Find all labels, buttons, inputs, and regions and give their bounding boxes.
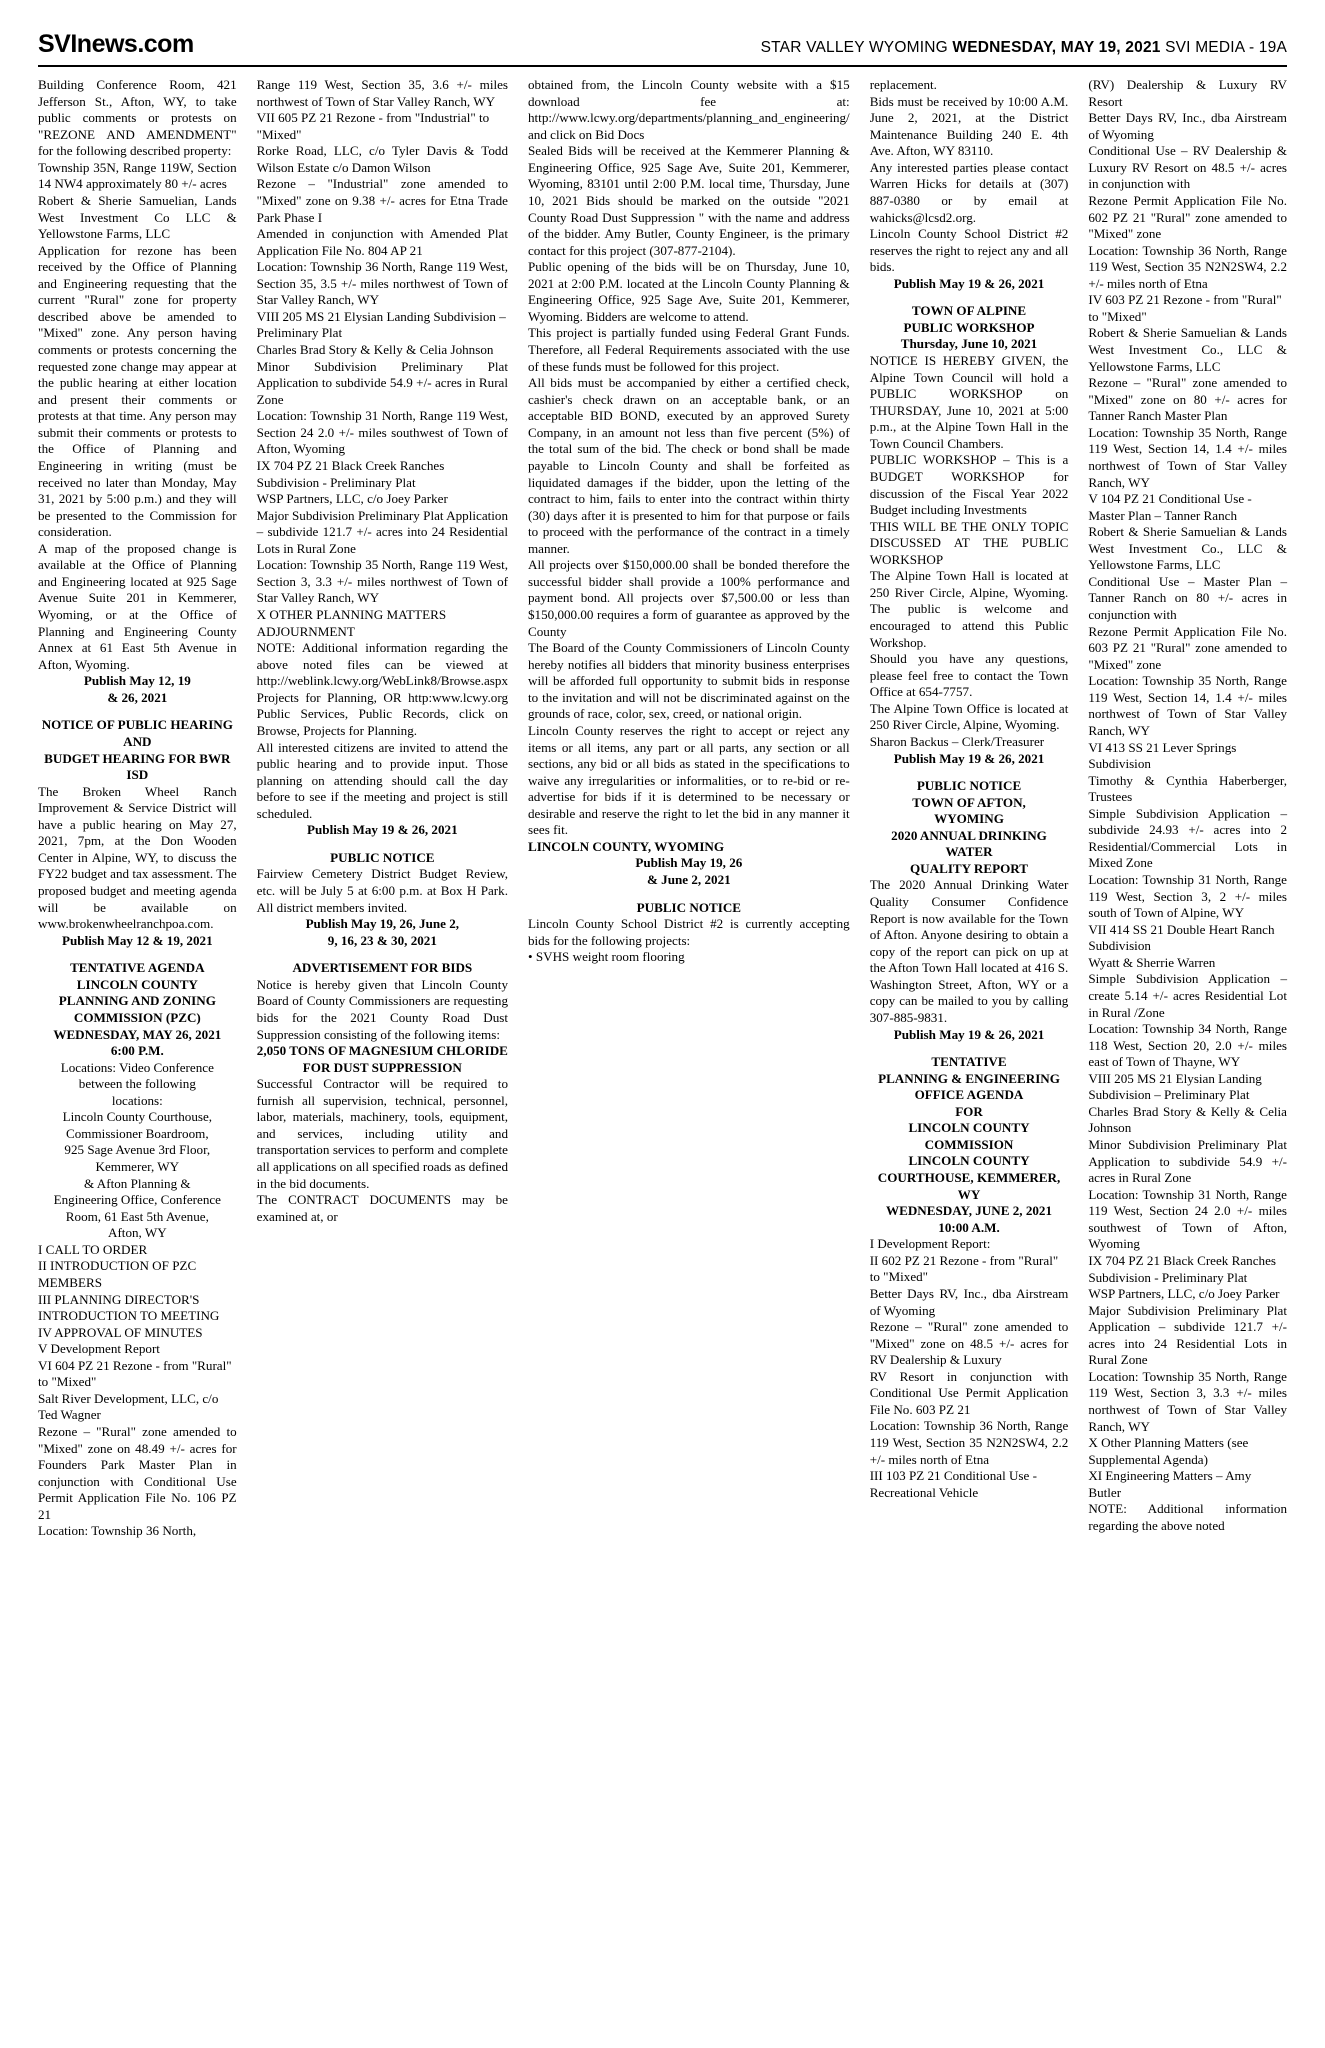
notice-paragraph: X Other Planning Matters (see Supplemental Agenda)	[1088, 1435, 1249, 1467]
notice-paragraph: ISD	[126, 767, 149, 783]
notice-paragraph: COMMISSION (PZC)	[73, 1009, 201, 1025]
notice-paragraph: IV 603 PZ 21 Rezone - from "Rural" to "Mixed"	[1088, 292, 1282, 324]
notice-paragraph: Kemmerer, WY	[95, 1159, 180, 1174]
notice-paragraph: Major Subdivision Preliminary Plat Application – subdivide 121.7 +/- acres into 24 Residential Lots in Rural Zone	[1088, 1302, 1287, 1368]
notice-paragraph: THIS WILL BE THE ONLY TOPIC DISCUSSED AT THE PUBLIC WORKSHOP	[869, 518, 1069, 567]
notice-paragraph: Location: Township 31 North, Range 119 West, Section 24 2.0 +/- miles southwest of Town of Afton, Wyoming	[1088, 1186, 1287, 1252]
notice-paragraph: III PLANNING DIRECTOR'S INTRODUCTION TO MEETING	[38, 1291, 220, 1324]
notice-paragraph: Engineering Office, Conference	[53, 1192, 221, 1208]
notice-paragraph: (RV) Dealership & Luxury RV Resort	[1088, 77, 1287, 109]
notice-paragraph: Commissioner Boardroom,	[66, 1125, 209, 1141]
masthead-info	[761, 39, 1287, 57]
notice-paragraph: WSP Partners, LLC, c/o Joey Parker	[256, 491, 448, 507]
notice-paragraph: Minor Subdivision Preliminary Plat Application to subdivide 54.9 +/- acres in Rural Zone	[256, 358, 508, 407]
notice-paragraph: The Board of the County Commissioners of Lincoln County hereby notifies all bidders that minority business enterprises will be afforded full opportunity to submit bids in response to the invitation and will not be discriminated against on the grounds of race, color, sex, creed, or national origin.	[528, 640, 850, 722]
notice-paragraph: TOWN OF AFTON,	[912, 794, 1026, 810]
notice-paragraph: Rezone Permit Application File No. 603 PZ 21 "Rural" zone amended to "Mixed" zone	[1088, 623, 1287, 672]
notice-paragraph: IX 704 PZ 21 Black Creek Ranches Subdivision - Preliminary Plat	[1088, 1252, 1276, 1285]
paragraph-spacer	[870, 1043, 1069, 1054]
notice-paragraph: Sharon Backus – Clerk/Treasurer	[869, 733, 1045, 749]
notice-paragraph: All projects over $150,000.00 shall be bonded therefore the successful bidder shall provide a 100% performance and payment bond. All projects over $7,500.00 or less than $150,000.00 requires a form of guarantee as approved by the County	[528, 557, 850, 639]
notice-paragraph: Location: Township 36 North, Range 119 West, Section 35, 3.5 +/- miles northwest of Town of Star Valley Ranch, WY	[256, 259, 508, 308]
column-5	[1088, 77, 1287, 1540]
notice-paragraph: Location: Township 31 North, Range 119 West, Section 24 2.0 +/- miles southwest of Town of Afton, Wyoming	[256, 408, 508, 457]
notice-paragraph: ADVERTISEMENT FOR BIDS	[292, 960, 473, 976]
notice-paragraph: IX 704 PZ 21 Black Creek Ranches Subdivision - Preliminary Plat	[256, 457, 445, 490]
notice-paragraph: OFFICE AGENDA	[914, 1087, 1024, 1103]
notice-paragraph: RV Resort in conjunction with Conditional Use Permit Application File No. 603 PZ 21	[869, 1368, 1069, 1417]
paragraph-spacer	[257, 839, 508, 850]
notice-paragraph: 10:00 A.M.	[938, 1219, 1000, 1235]
notice-paragraph: Robert & Sherie Samuelian & Lands West Investment Co., LLC & Yellowstone Farms, LLC	[1088, 325, 1287, 374]
notice-paragraph: Location: Township 35 North, Range 119 West, Section 3, 3.3 +/- miles northwest of Town of Star Valley Ranch, WY	[256, 557, 508, 606]
notice-paragraph: Publish May 12, 19	[83, 673, 191, 689]
paragraph-spacer	[870, 767, 1069, 778]
notice-paragraph: IV APPROVAL OF MINUTES	[38, 1324, 203, 1340]
notice-paragraph: The CONTRACT DOCUMENTS may be examined at, or	[256, 1192, 508, 1224]
notice-paragraph: Public opening of the bids will be on Thursday, June 10, 2021 at 2:00 P.M. located at the Lincoln County Planning & Engineering Office, 925 Sage Ave, Suite 201, Kemmerer, Wyoming. Bidders are welcome to attend.	[528, 259, 850, 324]
notice-paragraph: Rezone Permit Application File No. 602 PZ 21 "Rural" zone amended to "Mixed" zone	[1088, 192, 1287, 242]
notice-paragraph: obtained from, the Lincoln County website with a $15 download fee at: http://www.lcwy.org/departments/planning_and_engineering/ and click on Bid Docs	[528, 77, 850, 142]
notice-paragraph: Conditional Use – Master Plan – Tanner Ranch on 80 +/- acres in conjunction with	[1088, 573, 1287, 622]
notice-paragraph: Lincoln County Courthouse,	[62, 1109, 213, 1125]
notice-paragraph: WEDNESDAY, MAY 26, 2021	[53, 1026, 222, 1042]
notice-paragraph: Publish May 19 & 26, 2021	[893, 275, 1045, 291]
notice-paragraph: Wyatt & Sherrie Warren	[1088, 954, 1216, 970]
notice-paragraph: WSP Partners, LLC, c/o Joey Parker	[1088, 1286, 1280, 1302]
notice-paragraph: Fairview Cemetery District Budget Review, etc. will be July 5 at 6:00 p.m. at Box H Park. All district members invited.	[256, 866, 508, 915]
notice-paragraph: Publish May 19 & 26, 2021	[893, 750, 1045, 766]
notice-paragraph: VIII 205 MS 21 Elysian Landing Subdivision – Preliminary Plat	[256, 308, 506, 341]
notice-paragraph: III 103 PZ 21 Conditional Use - Recreational Vehicle	[869, 1468, 1037, 1500]
notice-paragraph: PUBLIC WORKSHOP – This is a BUDGET WORKSHOP for discussion of the Fiscal Year 2022 Budget including Investments	[869, 452, 1069, 518]
notice-paragraph: PUBLIC NOTICE	[330, 849, 435, 865]
notice-paragraph: WATER	[945, 844, 993, 860]
notice-paragraph: Publish May 19 & 26, 2021	[893, 1026, 1045, 1042]
notice-paragraph: Simple Subdivision Application – create 5.14 +/- acres Residential Lot in Rural /Zone	[1088, 971, 1287, 1020]
notice-paragraph: NOTE: Additional information regarding the above noted files can be viewed at http://weblink.lcwy.org/WebLink8/Browse.aspx Projects for Planning, OR http:www.lcwy.org Public Services, Public Records, click on Browse, Projects for Planning.	[256, 640, 508, 738]
notice-paragraph: XI Engineering Matters – Amy Butler	[1088, 1468, 1252, 1500]
masthead	[38, 30, 1287, 67]
notice-paragraph: Locations: Video Conference	[60, 1059, 214, 1075]
notice-paragraph: Room, 61 East 5th Avenue,	[65, 1208, 209, 1224]
notice-paragraph: NOTICE OF PUBLIC HEARING	[41, 717, 233, 733]
notice-paragraph: Publish May 12 & 19, 2021	[62, 932, 213, 948]
notice-paragraph: TENTATIVE	[931, 1054, 1007, 1070]
masthead-paper-name: STAR VALLEY WYOMING	[760, 39, 948, 56]
column-4	[870, 77, 1069, 1540]
notice-paragraph: A map of the proposed change is available at the Office of Planning and Engineering located at 925 Sage Avenue Suite 201 in Kemmerer, Wyoming, or at the Office of Planning and Engineering County Annex at 61 East 5th Avenue in Afton, Wyoming.	[38, 540, 237, 672]
notice-paragraph: WY	[957, 1186, 981, 1202]
notice-paragraph: 925 Sage Avenue 3rd Floor,	[64, 1142, 211, 1158]
notice-paragraph: Conditional Use – RV Dealership & Luxury RV Resort on 48.5 +/- acres in conjunction with	[1088, 143, 1287, 192]
notice-paragraph: The 2020 Annual Drinking Water Quality Consumer Confidence Report is now available for the Town of Afton. Anyone desiring to obtain a copy of the report can pick on up at the Afton Town Hall located at 416 S. Washington Street, Afton, WY or a copy can be mailed to you by calling 307-885-9831.	[869, 877, 1069, 1025]
notice-paragraph: Township 35N, Range 119W, Section 14 NW4 approximately 80 +/- acres	[38, 159, 237, 192]
notice-paragraph: COURTHOUSE, KEMMERER,	[877, 1170, 1061, 1185]
notice-paragraph: Robert & Sherie Samuelian, Lands West Investment Co LLC & Yellowstone Farms, LLC	[38, 192, 237, 242]
notice-paragraph: Better Days RV, Inc., dba Airstream of Wyoming	[1088, 110, 1287, 142]
notice-paragraph: LINCOLN COUNTY, WYOMING	[528, 838, 725, 854]
notice-paragraph: between the following	[78, 1076, 196, 1092]
notice-paragraph: Lincoln County School District #2 is currently accepting bids for the following projects:	[528, 916, 850, 948]
notice-paragraph: Location: Township 35 North, Range 119 West, Section 14, 1.4 +/- miles northwest of Town of Star Valley Ranch, WY	[1088, 424, 1287, 490]
notice-paragraph: Location: Township 31 North, Range 119 West, Section 3, 2 +/- miles south of Town of Alpine, WY	[1088, 872, 1287, 921]
column-container	[38, 77, 1287, 1540]
notice-paragraph: PUBLIC WORKSHOP	[903, 319, 1035, 335]
notice-paragraph: All bids must be accompanied by either a certified check, cashier's check drawn on an acceptable bank, or an acceptable BID BOND, executed by an approved Surety Company, in an amount not less than five percent (5%) of the total sum of the bid. The check or bond shall be made payable to Lincoln County and shall be forfeited as liquidated damages if the bidder, upon the letting of the contract to him, fails to enter into the contract within thirty (30) days after it is presented to him for that purpose or fails to proceed with the performance of the contract in a timely manner.	[528, 375, 850, 556]
masthead-edition: SVI MEDIA - 19A	[1165, 39, 1287, 56]
notice-paragraph: X OTHER PLANNING MATTERS	[256, 607, 447, 622]
notice-paragraph: Publish May 19 & 26, 2021	[307, 822, 458, 838]
notice-paragraph: Afton, WY	[107, 1225, 167, 1241]
notice-paragraph: VII 605 PZ 21 Rezone - from "Industrial" to "Mixed"	[256, 110, 490, 142]
notice-paragraph: 9, 16, 23 & 30, 2021	[327, 932, 437, 948]
notice-paragraph: Rezone – "Industrial" zone amended to "Mixed" zone on 9.38 +/- acres for Etna Trade Park Phase I	[256, 176, 508, 225]
notice-paragraph: Rezone – "Rural" zone amended to "Mixed" zone on 48.5 +/- acres for RV Dealership & Luxury	[869, 1319, 1069, 1368]
notice-paragraph: Rezone – "Rural" zone amended to "Mixed" zone on 80 +/- acres for Tanner Ranch Master Plan	[1088, 375, 1287, 424]
notice-paragraph: VI 604 PZ 21 Rezone - from "Rural" to "Mixed"	[38, 1357, 232, 1390]
notice-paragraph: Notice is hereby given that Lincoln County Board of County Commissioners are requesting bids for the 2021 County Road Dust Suppression consisting of the following items:	[256, 976, 508, 1042]
notice-paragraph: • SVHS weight room flooring	[528, 949, 685, 965]
notice-paragraph: PLANNING AND ZONING	[58, 993, 216, 1009]
notice-paragraph: Robert & Sherie Samuelian & Lands West Investment Co., LLC & Yellowstone Farms, LLC	[1088, 524, 1287, 573]
notice-paragraph: NOTE: Additional information regarding the above noted	[1088, 1501, 1287, 1533]
notice-paragraph: VIII 205 MS 21 Elysian Landing Subdivision – Preliminary Plat	[1088, 1070, 1262, 1103]
notice-paragraph: Timothy & Cynthia Haberberger, Trustees	[1088, 772, 1287, 805]
notice-paragraph: & June 2, 2021	[647, 872, 731, 887]
notice-paragraph: I Development Report:	[869, 1236, 991, 1252]
notice-paragraph: V 104 PZ 21 Conditional Use - Master Plan – Tanner Ranch	[1088, 491, 1252, 523]
publication-logo: SVInews.com	[38, 30, 194, 58]
notice-paragraph: VII 414 SS 21 Double Heart Ranch Subdivision	[1088, 921, 1275, 954]
notice-paragraph: & 26, 2021	[107, 689, 168, 705]
notice-paragraph: Simple Subdivision Application – subdivide 24.93 +/- acres into 2 Residential/Commercial Lots in Mixed Zone	[1088, 805, 1287, 871]
notice-paragraph: The Broken Wheel Ranch Improvement & Service District will have a public hearing on May 27, 2021, 7pm, at the Don Wooden Center in Alpine, WY, to discuss the FY22 budget and tax assessment. The proposed budget and meeting agenda will be available on www.brokenwheelranchpoa.com.	[38, 783, 237, 932]
notice-paragraph: All interested citizens are invited to attend the public hearing and to provide input. Those planning on attending should call the day before to see if the meeting and project is still scheduled.	[256, 739, 508, 821]
notice-paragraph: II 602 PZ 21 Rezone - from "Rural" to "Mixed"	[869, 1252, 1059, 1285]
paragraph-spacer	[38, 949, 237, 960]
notice-paragraph: Location: Township 36 North,	[38, 1523, 197, 1539]
masthead-date: WEDNESDAY, MAY 19, 2021	[952, 39, 1161, 56]
notice-paragraph: Salt River Development, LLC, c/o Ted Wagner	[38, 1390, 219, 1423]
notice-paragraph: I CALL TO ORDER	[38, 1241, 148, 1257]
notice-paragraph: Location: Township 34 North, Range 118 West, Section 20, 2.0 +/- miles east of Town of Thayne, WY	[1088, 1021, 1287, 1070]
notice-paragraph: 2,050 TONS OF MAGNESIUM CHLORIDE FOR DUST SUPPRESSION	[256, 1043, 508, 1075]
notice-paragraph: Location: Township 35 North, Range 119 West, Section 3, 3.3 +/- miles northwest of Town of Star Valley Ranch, WY	[1088, 1368, 1287, 1434]
notice-paragraph: II INTRODUCTION OF PZC MEMBERS	[38, 1258, 197, 1290]
notice-paragraph: NOTICE IS HEREBY GIVEN, the Alpine Town Council will hold a PUBLIC WORKSHOP on THURSDAY, June 10, 2021 at 5:00 p.m., at the Alpine Town Hall in the Town Council Chambers.	[869, 353, 1069, 451]
notice-paragraph: Should you have any questions, please feel free to contact the Town Office at 654-7757.	[869, 651, 1069, 700]
notice-paragraph: FOR	[955, 1103, 983, 1119]
notice-paragraph: The Alpine Town Hall is located at 250 River Circle, Alpine, Wyoming. The public is welcome and encouraged to attend this Public Workshop.	[869, 568, 1069, 650]
notice-paragraph: Publish May 19, 26, June 2,	[305, 916, 460, 932]
notice-paragraph: PUBLIC NOTICE	[916, 778, 1022, 794]
notice-paragraph: Lincoln County reserves the right to accept or reject any items or all items, any part or all parts, any section or all sections, any bid or all bids as stated in the specifications to waive any irregularities or informalities, or to re-bid or re-advertise for bids if it is determined to be necessary or desirable and reserve the right to let the bid in any manner it sees fit.	[528, 722, 850, 838]
notice-paragraph: Charles Brad Story & Kelly & Celia Johnson	[256, 342, 494, 357]
notice-paragraph: 2020 ANNUAL DRINKING	[891, 827, 1047, 843]
paragraph-spacer	[528, 889, 850, 900]
notice-paragraph: WEDNESDAY, JUNE 2, 2021	[886, 1203, 1053, 1219]
paragraph-spacer	[38, 706, 237, 717]
notice-paragraph: PUBLIC NOTICE	[636, 899, 742, 915]
notice-paragraph: LINCOLN COUNTY	[76, 976, 198, 992]
notice-paragraph: Charles Brad Story & Kelly & Celia Johnson	[1088, 1103, 1287, 1136]
notice-paragraph: QUALITY REPORT	[910, 860, 1029, 876]
notice-paragraph: Major Subdivision Preliminary Plat Application – subdivide 121.7 +/- acres into 24 Residential Lots in Rural Zone	[256, 507, 508, 556]
notice-paragraph: Lincoln County School District #2 reserves the right to reject any and all bids.	[869, 226, 1069, 275]
notice-paragraph: & Afton Planning &	[84, 1175, 191, 1191]
notice-paragraph: Sealed Bids will be received at the Kemmerer Planning & Engineering Office, 925 Sage Ave, Suite 201, Kemmerer, Wyoming, 83101 until 2:00 P.M. local time, Thursday, June 10, 2021 Bids should be marked on the outside "2021 County Road Dust Suppression " with the name and address of the bidder. Amy Butler, County Engineer, is the primary contact for this project (307-877-2104).	[528, 143, 850, 258]
notice-paragraph: locations:	[111, 1092, 163, 1108]
notice-paragraph: Any interested parties please contact Warren Hicks for details at (307) 887-0380 or by email at wahicks@lcsd2.org.	[869, 159, 1069, 225]
paragraph-spacer	[870, 292, 1069, 303]
notice-paragraph: Better Days RV, Inc., dba Airstream of Wyoming	[869, 1285, 1069, 1318]
notice-paragraph: Rezone – "Rural" zone amended to "Mixed" zone on 48.49 +/- acres for Founders Park Master Plan in conjunction with Conditional Use Permit Application File No. 106 PZ 21	[38, 1424, 237, 1522]
notice-paragraph: 6:00 P.M.	[110, 1043, 164, 1059]
notice-paragraph: BUDGET HEARING FOR BWR	[44, 750, 231, 766]
notice-paragraph: Application for rezone has been received by the Office of Planning and Engineering requesting that the current "Rural" zone for property described above be amended to "Mixed" zone. Any person having comments or protests concerning the requested zone change may appear at the public hearing at either location and present their comments or protests at that time. Any person may submit their comments or protests to the Office of Planning and Engineering in writing (must be received no later than Monday, May 31, 2021 by 5:00 p.m.) and they will be presented to the Commission for consideration.	[38, 242, 237, 540]
notice-paragraph: WYOMING	[934, 811, 1004, 827]
notice-paragraph: V Development Report	[38, 1341, 160, 1357]
notice-paragraph: ADJOURNMENT	[256, 623, 355, 639]
notice-paragraph: Amended in conjunction with Amended Plat Application File No. 804 AP 21	[256, 226, 508, 258]
notice-paragraph: COMMISSION	[924, 1136, 1014, 1152]
notice-paragraph: LINCOLN COUNTY	[908, 1120, 1030, 1136]
notice-paragraph: Successful Contractor will be required to furnish all supervision, technical, personnel, labor, materials, machinery, tools, equipment, and services, including utility and transportation services to perform and complete all applications on all specified roads as defined in the bid documents.	[256, 1076, 508, 1191]
notice-paragraph: TENTATIVE AGENDA	[70, 960, 205, 976]
notice-paragraph: Publish May 19, 26	[635, 855, 743, 871]
column-2	[257, 77, 508, 1540]
notice-paragraph: TOWN OF ALPINE	[911, 303, 1027, 319]
notice-paragraph: VI 413 SS 21 Lever Springs Subdivision	[1088, 739, 1237, 772]
notice-paragraph: Location: Township 36 North, Range 119 West, Section 35 N2N2SW4, 2.2 +/- miles north of Etna	[869, 1418, 1069, 1467]
notice-paragraph: Thursday, June 10, 2021	[900, 336, 1038, 352]
notice-paragraph: Location: Township 36 North, Range 119 West, Section 35 N2N2SW4, 2.2 +/- miles north of Etna	[1088, 242, 1287, 291]
notice-paragraph: Location: Township 35 North, Range 119 West, Section 14, 1.4 +/- miles northwest of Town of Star Valley Ranch, WY	[1088, 673, 1287, 738]
notice-paragraph: This project is partially funded using Federal Grant Funds. Therefore, all Federal Requirements associated with the use of these funds must be followed for this project.	[528, 325, 850, 374]
notice-paragraph: PLANNING & ENGINEERING	[878, 1070, 1060, 1086]
notice-paragraph: Range 119 West, Section 35, 3.6 +/- miles northwest of Town of Star Valley Ranch, WY	[256, 77, 508, 109]
notice-paragraph: The Alpine Town Office is located at 250 River Circle, Alpine, Wyoming.	[869, 700, 1069, 733]
notice-paragraph: Minor Subdivision Preliminary Plat Application to subdivide 54.9 +/- acres in Rural Zone	[1088, 1137, 1287, 1186]
notice-paragraph: Rorke Road, LLC, c/o Tyler Davis & Todd Wilson Estate c/o Damon Wilson	[256, 143, 508, 175]
paragraph-spacer	[257, 949, 508, 960]
column-3	[528, 77, 850, 1540]
notice-paragraph: Building Conference Room, 421 Jefferson St., Afton, WY, to take public comments or protests on "REZONE AND AMENDMENT" for the following described property:	[38, 77, 237, 159]
notice-paragraph: AND	[123, 733, 152, 749]
notice-paragraph: LINCOLN COUNTY	[908, 1153, 1030, 1169]
notice-paragraph: Bids must be received by 10:00 A.M. June 2, 2021, at the District Maintenance Building 240 E. 4th Ave. Afton, WY 83110.	[869, 93, 1069, 159]
column-1	[38, 77, 237, 1540]
notice-paragraph: replacement.	[869, 77, 937, 92]
